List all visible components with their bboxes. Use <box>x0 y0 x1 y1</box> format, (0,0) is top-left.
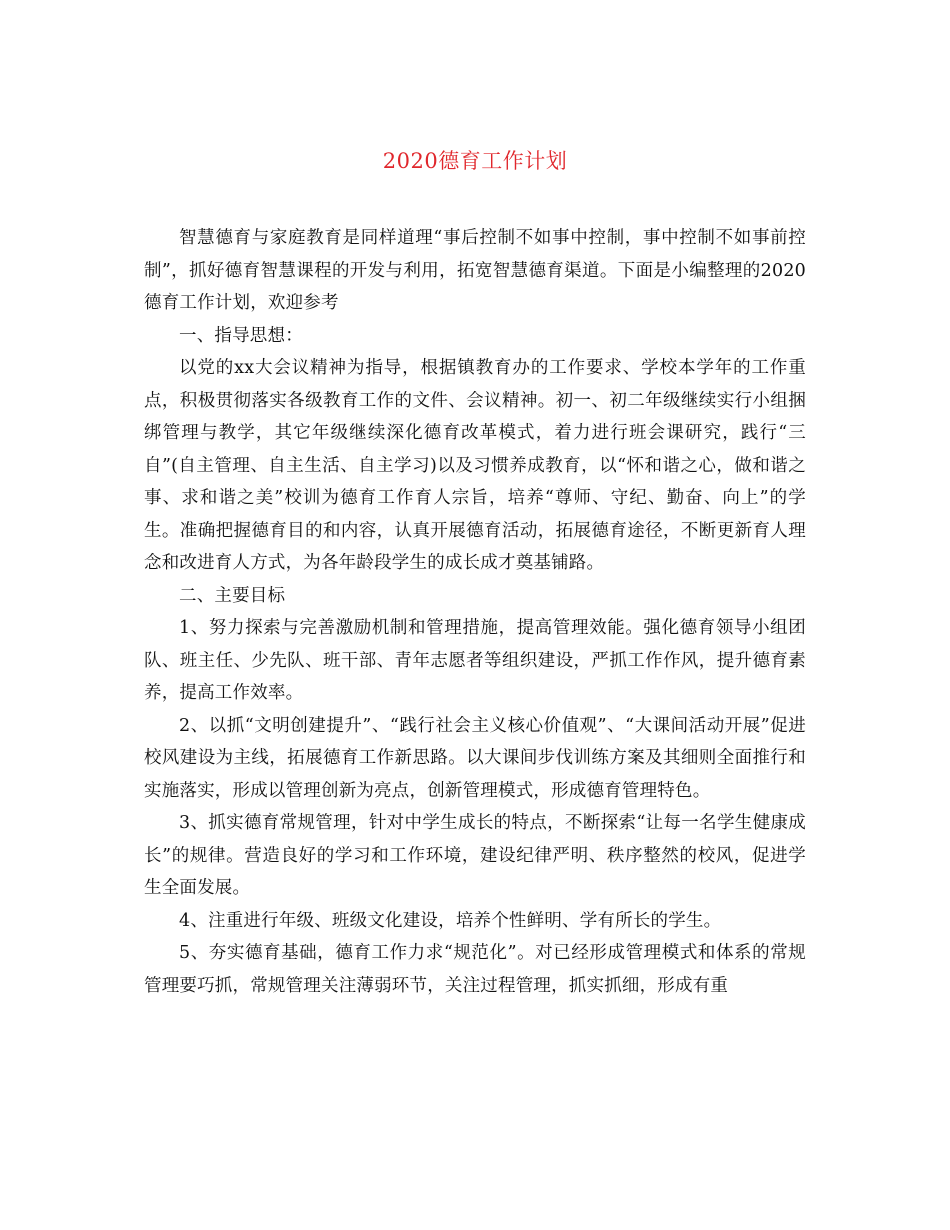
section-heading-main-goals: 二、主要目标 <box>179 585 286 606</box>
goal-item-4: 4、注重进行年级、班级文化建设，培养个性鲜明、学有所长的学生。 <box>179 910 722 931</box>
goal-item-5: 5、夯实德育基础，德育工作力求“规范化”。对已经形成管理模式和体系的常规管理要巧抓，常规管理关注薄弱环节，关注过程管理，抓实抓细，形成有重 <box>144 943 806 996</box>
goal-item-3: 3、抓实德育常规管理，针对中学生成长的特点，不断探索“让每一名学生健康成长”的规律。营造良好的学习和工作环境，建设纪律严明、秩序整然的校风，促进学生全面发展。 <box>144 813 806 898</box>
goal-item-2: 2、以抓“文明创建提升”、“践行社会主义核心价值观”、“大课间活动开展”促进校风建设为主线，拓展德育工作新思路。以大课间步伐训练方案及其细则全面推行和实施落实，形成以管理创新为亮点，创新管理模式，形成德育管理特色。 <box>144 715 806 801</box>
guiding-ideology-paragraph: 以党的xx大会议精神为指导，根据镇教育办的工作要求、学校本学年的工作重点，积极贯彻落实各级教育工作的文件、会议精神。初一、初二年级继续实行小组捆绑管理与教学，其它年级继续深化德育改革模式，着力进行班会课研究，践行“三自”(自主管理、自主生活、自主学习)以及习惯养成教育，以“怀和谐之心，做和谐之事、求和谐之美”校训为德育工作育人宗旨，培养“尊师、守纪、勤奋、向上”的学生。准确把握德育目的和内容，认真开展德育活动，拓展德育途径，不断更新育人理念和改进育人方式，为各年龄段学生的成长成才奠基铺路。 <box>144 358 806 573</box>
document-body <box>144 222 806 1002</box>
intro-paragraph: 智慧德育与家庭教育是同样道理“事后控制不如事中控制，事中控制不如事前控制”，抓好德育智慧课程的开发与利用，拓宽智慧德育渠道。下面是小编整理的2020德育工作计划，欢迎参考 <box>144 228 806 313</box>
section-heading-guiding-ideology: 一、指导思想： <box>179 325 303 346</box>
document-title: 2020德育工作计划 <box>382 149 568 173</box>
goal-item-1: 1、努力探索与完善激励机制和管理措施，提高管理效能。强化德育领导小组团队、班主任、少先队、班干部、青年志愿者等组织建设，严抓工作作风，提升德育素养，提高工作效率。 <box>144 618 806 703</box>
